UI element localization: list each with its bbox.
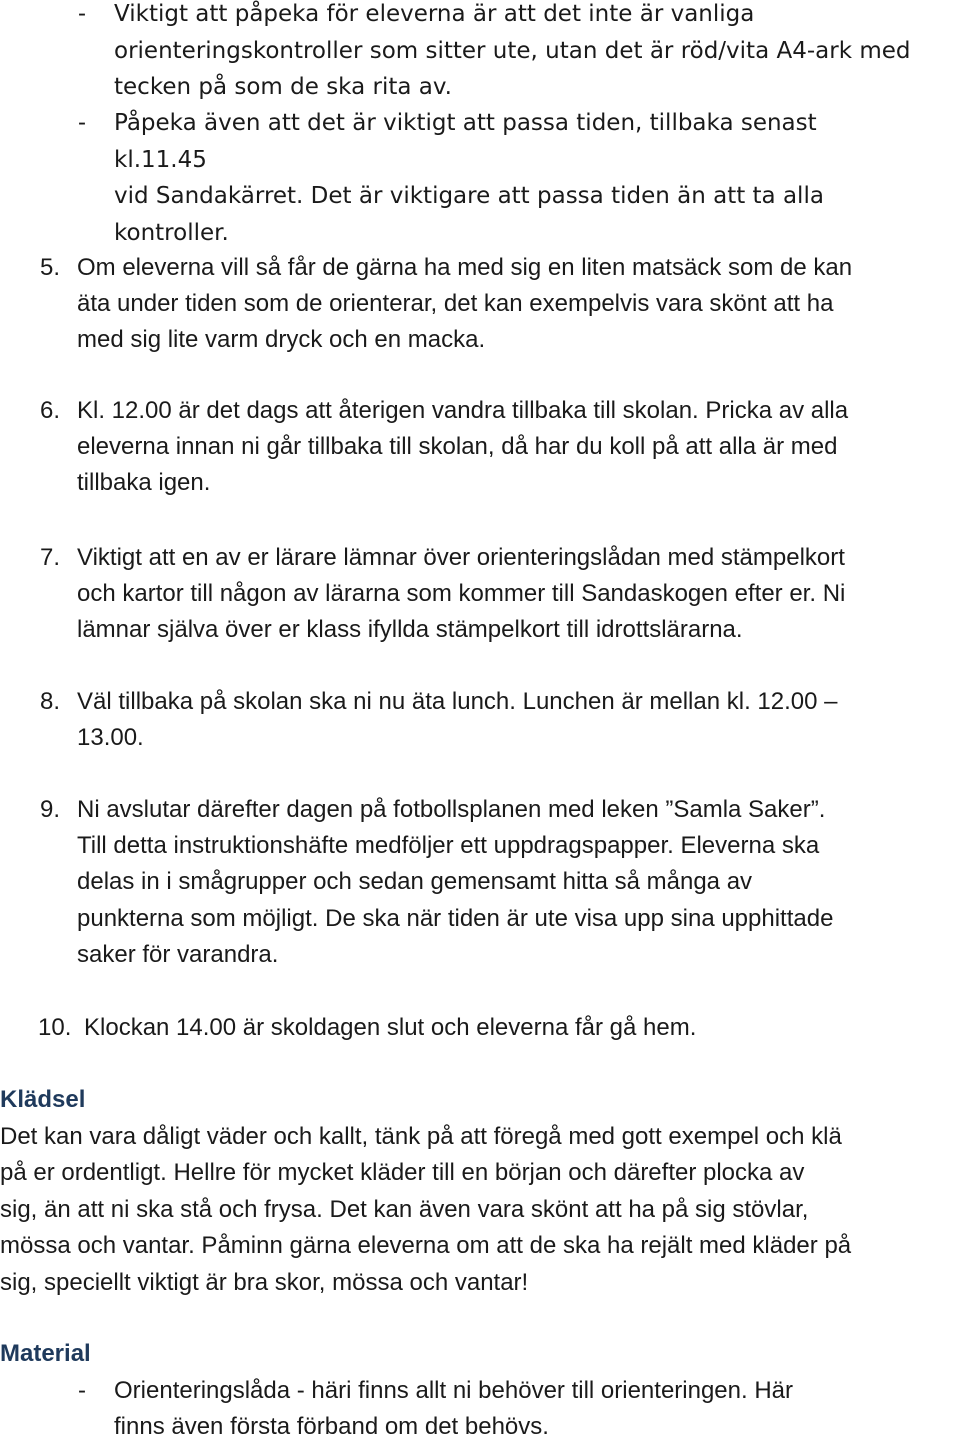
item-number: 6. [40, 397, 61, 424]
item-number: 10. [38, 1014, 72, 1041]
item-number: 9. [40, 796, 61, 823]
bullet-text: Påpeka även att det är viktigt att passa tiden, tillbaka senast kl.11.45 vid Sandakärret. Det är viktigare att passa tiden än att ta alla kontroller. [114, 110, 824, 246]
item-text: Kl. 12.00 är det dags att återigen vandra tillbaka till skolan. Pricka av alla eleverna innan ni går tillbaka till skolan, då har du koll på att alla är med tillbaka igen. [77, 397, 849, 497]
item-text: Ni avslutar därefter dagen på fotbollsplanen med leken ”Samla Saker”. Till detta instruktionshäfte medföljer ett uppdragspapper. Eleverna ska delas in i smågrupper och sedan gemensamt hitta så många av punkterna som möjligt. De ska när tiden är ute visa upp sina upphittade saker för varandra. [77, 796, 834, 968]
bullet-text: Orienteringslåda - häri finns allt ni behöver till orienteringen. Här finns även första förband om det behövs. [114, 1377, 794, 1440]
item-text: Viktigt att en av er lärare lämnar över orienteringslådan med stämpelkort och kartor till någon av lärarna som kommer till Sandaskogen efter er. Ni lämnar själva över er klass ifyllda stämpelkort till idrottslärarna. [77, 544, 846, 644]
bullet-text: Viktigt att påpeka för eleverna är att det inte är vanliga orienteringskontroller som sitter ute, utan det är röd/vita A4-ark med tecken på som de ska rita av. [114, 1, 911, 100]
bullet-dash: - [78, 0, 86, 27]
section-heading-kladsel: Klädsel [0, 1086, 86, 1113]
item-number: 7. [40, 544, 61, 571]
bullet-dash: - [78, 1377, 86, 1404]
section-heading-material: Material [0, 1340, 91, 1367]
bullet-dash: - [78, 109, 86, 136]
item-text: Klockan 14.00 är skoldagen slut och eleverna får gå hem. [84, 1014, 697, 1041]
item-text: Om eleverna vill så får de gärna ha med sig en liten matsäck som de kan äta under tiden som de orienterar, det kan exempelvis vara skönt att ha med sig lite varm dryck och en macka. [77, 254, 853, 354]
kladsel-paragraph: Det kan vara dåligt väder och kallt, tänk på att föregå med gott exempel och klä på er ordentligt. Hellre för mycket kläder till en början och därefter plocka av sig, än att ni ska stå och frysa. Det kan även vara skönt att ha på sig stövlar, mössa och vantar. Påminn gärna eleverna om att de ska ha rejält med kläder på sig, speciellt viktigt är bra skor, mössa och vantar! [0, 1123, 852, 1296]
item-text: Väl tillbaka på skolan ska ni nu äta lunch. Lunchen är mellan kl. 12.00 – 13.00. [77, 688, 838, 752]
item-number: 5. [40, 254, 61, 281]
item-number: 8. [40, 688, 61, 715]
